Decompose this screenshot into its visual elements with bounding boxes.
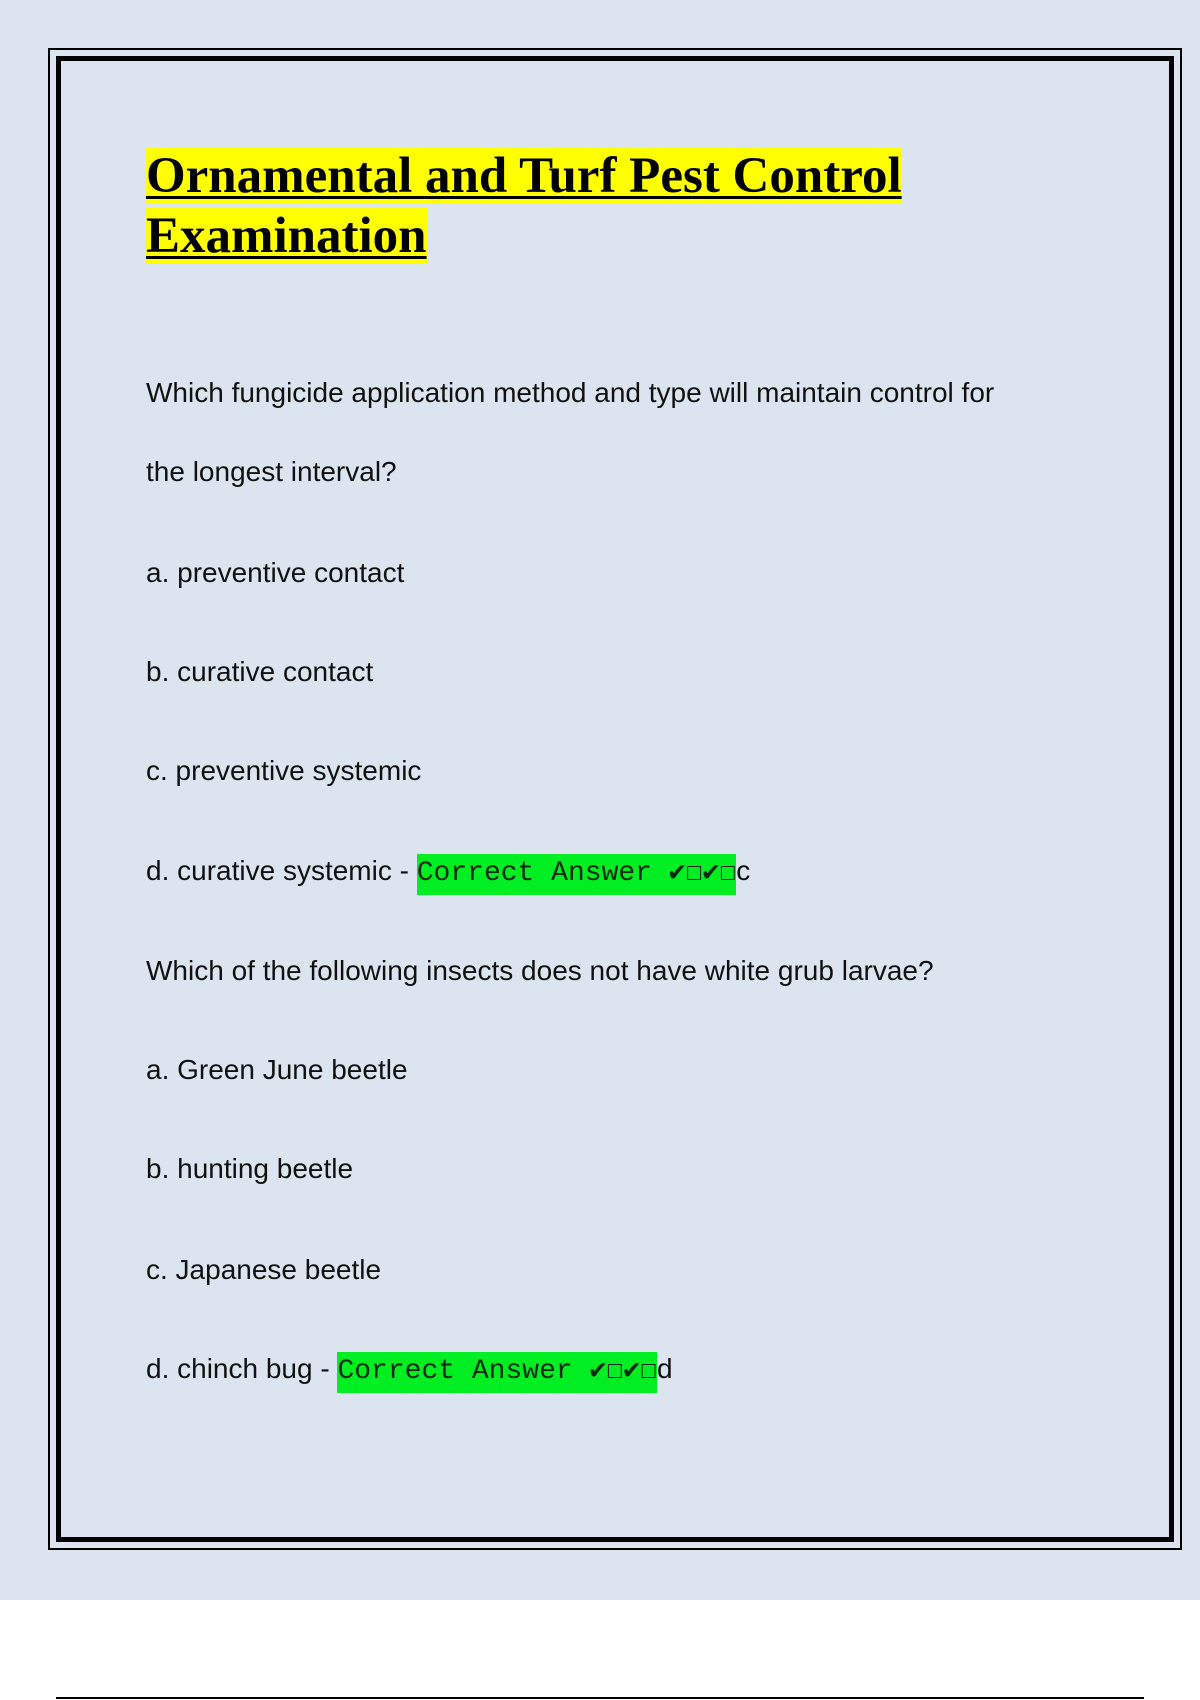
page-border-inner bbox=[56, 56, 1174, 1542]
question-2-correct-answer-badge: Correct Answer ✔☐✔☐ bbox=[337, 1352, 656, 1393]
footer-rule bbox=[56, 1697, 1144, 1699]
question-2-stem: Which of the following insects does not have white grub larvae? bbox=[146, 955, 934, 986]
question-1-option-d bbox=[146, 854, 750, 891]
question-1-stem-line-1: Which fungicide application method and type will maintain control for bbox=[146, 377, 995, 408]
question-2-answer-letter: d bbox=[656, 1353, 673, 1384]
question-1-stem-line-2: the longest interval? bbox=[146, 456, 397, 487]
document-content bbox=[146, 146, 1096, 1387]
question-2-option-d bbox=[146, 1352, 673, 1389]
document-title bbox=[146, 146, 1096, 266]
question-1-option-d-text: d. curative systemic - bbox=[146, 855, 417, 886]
question-2-option-d-text: d. chinch bug - bbox=[146, 1353, 338, 1384]
question-2-option-c: c. Japanese beetle bbox=[146, 1254, 382, 1285]
question-1-option-c: c. preventive systemic bbox=[146, 755, 422, 786]
question-2-option-a: a. Green June beetle bbox=[146, 1054, 408, 1085]
title-line-2: Examination bbox=[146, 208, 427, 264]
question-1-correct-answer-badge: Correct Answer ✔☐✔☐ bbox=[417, 854, 736, 895]
question-1-option-b: b. curative contact bbox=[146, 656, 374, 687]
question-1-answer-letter: c bbox=[736, 855, 751, 886]
question-1-option-a: a. preventive contact bbox=[146, 557, 405, 588]
title-line-1: Ornamental and Turf Pest Control bbox=[146, 148, 902, 204]
question-2-option-b: b. hunting beetle bbox=[146, 1153, 354, 1184]
